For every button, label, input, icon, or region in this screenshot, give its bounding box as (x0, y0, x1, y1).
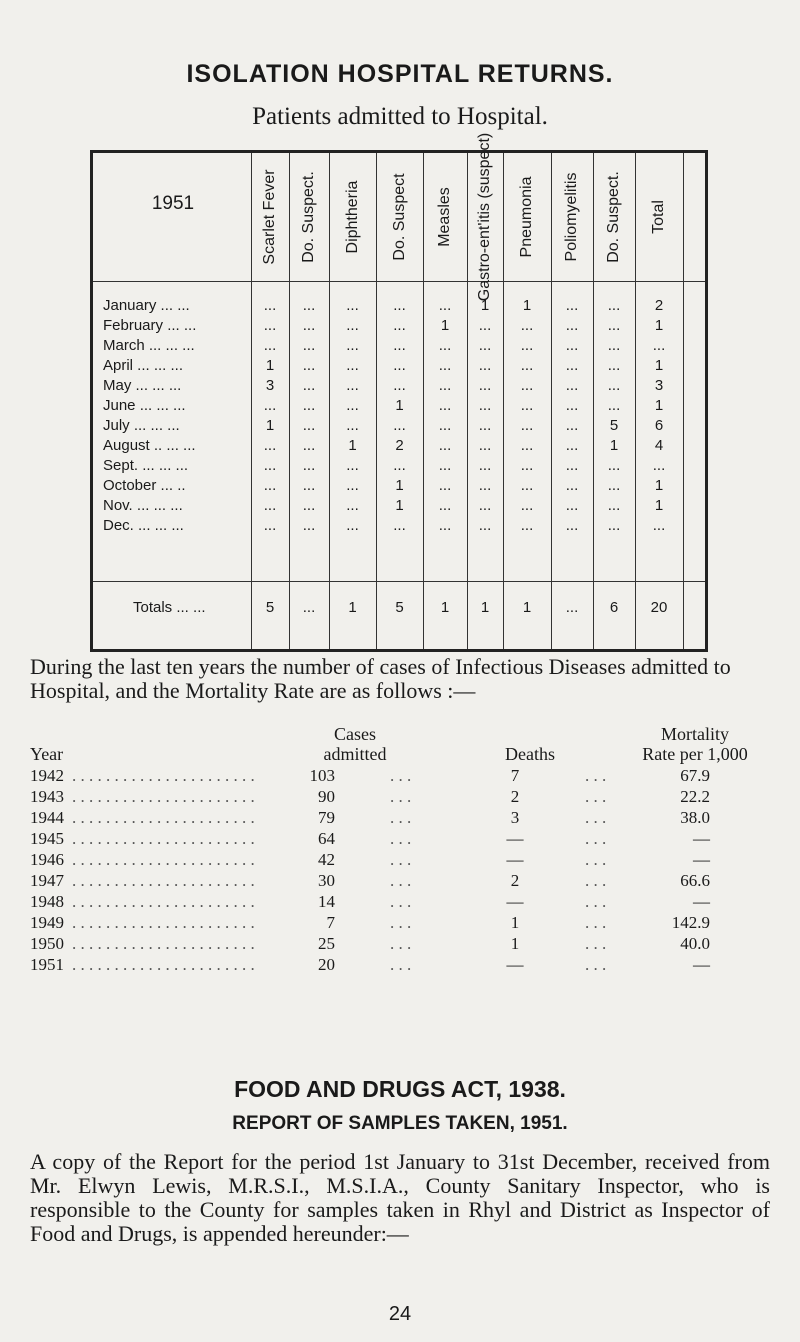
column-header-label: Measles (436, 187, 453, 247)
table-cell: 1 (654, 497, 664, 514)
rate-cell: 40.0 (680, 934, 710, 953)
leader-dots: . . . (585, 871, 607, 890)
table-cell: ... (565, 457, 579, 474)
table-cell: ... (607, 317, 621, 334)
table-cell: ... (393, 457, 406, 474)
table-cell: ... (607, 517, 621, 534)
month-label: February ... ... (103, 317, 197, 334)
table-cell: ... (565, 437, 579, 454)
mortality-row (30, 808, 770, 830)
column-header-label: Pneumonia (518, 176, 535, 258)
table-cell: ... (263, 437, 277, 454)
table-cell: ... (346, 397, 359, 414)
leader-dots: . . . . . . . . . . . . . . . . . . . . . . (72, 787, 255, 806)
table-cell: ... (346, 297, 359, 314)
year-cell: 1945 (30, 829, 64, 848)
totals-cell: 1 (522, 599, 532, 616)
table-cell: 1 (654, 357, 664, 374)
table-cell: 3 (265, 377, 275, 394)
leader-dots: . . . (390, 829, 412, 848)
leader-dots: . . . (585, 808, 607, 827)
mortality-row (30, 955, 770, 977)
leader-dots: . . . . . . . . . . . . . . . . . . . . . . (72, 850, 255, 869)
column-divider (683, 153, 684, 649)
table-cell: ... (346, 337, 359, 354)
column-header (560, 167, 584, 267)
deaths-cell: 2 (510, 871, 520, 890)
page-subtitle: Patients admitted to Hospital. (252, 103, 548, 130)
table-cell: ... (346, 417, 359, 434)
table-cell: ... (346, 317, 359, 334)
page-number: 24 (388, 1303, 412, 1325)
deaths-cell: 2 (510, 787, 520, 806)
table-cell: ... (438, 397, 452, 414)
year-cell: 1942 (30, 766, 64, 785)
leader-dots: . . . (585, 829, 607, 848)
deaths-cell: — (506, 955, 524, 974)
table-cell: ... (393, 417, 406, 434)
cases-cell: 90 (318, 787, 335, 806)
month-label: March ... ... ... (103, 337, 195, 354)
leader-dots: . . . (390, 871, 412, 890)
column-header-label: Do. Suspect. (300, 171, 317, 263)
table-cell: ... (302, 397, 316, 414)
totals-cell: 1 (480, 599, 490, 616)
cases-cell: 64 (318, 829, 335, 848)
year-cell: 1947 (30, 871, 64, 890)
mortality-row (30, 766, 770, 788)
table-cell: ... (263, 517, 277, 534)
table-cell: 1 (654, 397, 664, 414)
column-header-label: Poliomyelitis (563, 172, 580, 262)
table-cell: ... (346, 497, 359, 514)
table-cell: ... (302, 377, 316, 394)
leader-dots: . . . . . . . . . . . . . . . . . . . . . . (72, 871, 255, 890)
column-divider (376, 153, 377, 649)
mortality-row (30, 829, 770, 851)
table-cell: ... (565, 317, 579, 334)
column-divider (593, 153, 594, 649)
column-header-label: Do. Suspect. (605, 171, 622, 263)
table-cell: ... (302, 337, 316, 354)
table-cell: ... (607, 377, 621, 394)
page-title: ISOLATION HOSPITAL RETURNS. (186, 60, 614, 88)
leader-dots: . . . . . . . . . . . . . . . . . . . . . . (72, 892, 255, 911)
table-cell: ... (302, 297, 316, 314)
column-header (515, 167, 539, 267)
mortality-row (30, 871, 770, 893)
table-cell: ... (520, 477, 534, 494)
table-cell: 1 (265, 357, 275, 374)
table-cell: ... (652, 517, 666, 534)
cases-cell: 42 (318, 850, 335, 869)
leader-dots: . . . (585, 766, 607, 785)
table-cell: ... (438, 337, 452, 354)
table-cell: ... (520, 397, 534, 414)
table-cell: ... (520, 497, 534, 514)
table-cell: ... (520, 417, 534, 434)
column-header (258, 167, 282, 267)
table-cell: ... (393, 297, 406, 314)
leader-dots: . . . (585, 934, 607, 953)
table-cell: ... (438, 457, 452, 474)
table-cell: ... (263, 337, 277, 354)
report-title: REPORT OF SAMPLES TAKEN, 1951. (232, 1113, 568, 1134)
table-cell: ... (607, 337, 621, 354)
column-header (473, 132, 497, 302)
column-header-label: Diphtheria (343, 180, 361, 254)
month-label: July ... ... ... (103, 417, 180, 434)
mortality-row (30, 934, 770, 956)
leader-dots: . . . (390, 892, 412, 911)
month-label: May ... ... ... (103, 377, 182, 394)
month-label: January ... ... (103, 297, 190, 314)
totals-cell: 1 (440, 599, 450, 616)
month-label: Dec. ... ... ... (103, 517, 184, 534)
row-divider (93, 581, 705, 582)
table-cell: ... (478, 397, 492, 414)
table-cell: ... (438, 357, 452, 374)
table-cell: ... (263, 317, 277, 334)
table-cell: ... (607, 397, 621, 414)
table-cell: 1 (348, 437, 357, 454)
column-divider (329, 153, 330, 649)
column-header-label: Do. Suspect (390, 173, 408, 261)
cases-cell: 103 (309, 766, 335, 785)
column-header-label: Gastro-ent'itis (suspect) (476, 132, 493, 302)
leader-dots: . . . . . . . . . . . . . . . . . . . . . . (72, 955, 255, 974)
leader-dots: . . . (390, 850, 412, 869)
cases-cell: 25 (318, 934, 335, 953)
table-cell: ... (478, 497, 492, 514)
year-cell: 1946 (30, 850, 64, 869)
table-cell: ... (263, 497, 277, 514)
column-header (388, 167, 412, 267)
table-cell: 1 (522, 297, 532, 314)
table-cell: ... (393, 317, 406, 334)
table-cell: ... (520, 317, 534, 334)
year-cell: 1951 (30, 955, 64, 974)
leader-dots: . . . (390, 766, 412, 785)
leader-dots: . . . (585, 892, 607, 911)
table-cell: ... (263, 397, 277, 414)
table-cell: ... (346, 377, 359, 394)
table-cell: ... (478, 477, 492, 494)
column-header (602, 167, 626, 267)
table-cell: 1 (265, 417, 275, 434)
table-cell: ... (393, 337, 406, 354)
admissions-table (90, 132, 708, 652)
table-cell: 6 (654, 417, 664, 434)
rate-cell: — (693, 829, 710, 848)
year-cell: 1950 (30, 934, 64, 953)
table-cell: ... (520, 517, 534, 534)
header-year: Year (30, 744, 64, 764)
header-cases-line2: admitted (323, 744, 387, 764)
table-cell: ... (565, 497, 579, 514)
table-cell: ... (520, 457, 534, 474)
totals-cell: 5 (395, 599, 404, 616)
table-cell: ... (346, 517, 359, 534)
column-divider (467, 153, 468, 649)
month-label: October ... .. (103, 477, 186, 494)
totals-cell: 1 (348, 599, 357, 616)
deaths-cell: — (506, 892, 524, 911)
table-cell: 2 (395, 437, 404, 454)
table-cell: ... (607, 457, 621, 474)
leader-dots: . . . . . . . . . . . . . . . . . . . . . . (72, 913, 255, 932)
table-cell: 2 (654, 297, 664, 314)
leader-dots: . . . . . . . . . . . . . . . . . . . . . . (72, 808, 255, 827)
table-cell: ... (478, 517, 492, 534)
table-cell: ... (263, 477, 277, 494)
table-cell: 1 (654, 477, 664, 494)
totals-cell: 5 (265, 599, 275, 616)
cases-cell: 14 (318, 892, 335, 911)
leader-dots: . . . (390, 934, 412, 953)
table-cell: ... (478, 437, 492, 454)
rate-cell: 142.9 (671, 913, 710, 932)
month-label: June ... ... ... (103, 397, 186, 414)
table-cell: ... (393, 357, 406, 374)
column-divider (635, 153, 636, 649)
table-cell: ... (478, 337, 492, 354)
leader-dots: . . . . . . . . . . . . . . . . . . . . . . (72, 934, 255, 953)
table-cell: ... (302, 357, 316, 374)
table-cell: ... (346, 457, 359, 474)
totals-cell: ... (302, 599, 316, 616)
table-cell: 1 (395, 477, 404, 494)
column-divider (251, 153, 252, 649)
deaths-cell: — (506, 850, 524, 869)
table-cell: 1 (480, 297, 490, 314)
table-cell: ... (438, 437, 452, 454)
totals-cell: ... (565, 599, 579, 616)
table-cell: ... (565, 397, 579, 414)
column-divider (289, 153, 290, 649)
table-cell: ... (438, 417, 452, 434)
table-cell: ... (652, 457, 666, 474)
table-cell: ... (478, 417, 492, 434)
rate-cell: — (693, 850, 710, 869)
year-cell: 1949 (30, 913, 64, 932)
table-cell: ... (607, 357, 621, 374)
year-cell: 1948 (30, 892, 64, 911)
table-cell: ... (393, 517, 406, 534)
month-label: Sept. ... ... ... (103, 457, 189, 474)
month-label: April ... ... ... (103, 357, 184, 374)
table-cell: ... (565, 517, 579, 534)
deaths-cell: — (506, 829, 524, 848)
table-cell: ... (302, 417, 316, 434)
mortality-intro: During the last ten years the number of cases of Infectious Diseases admitted to Hospital, and the Mortality Rate are as follows :— (30, 654, 731, 703)
column-header (433, 167, 457, 267)
table-cell: 1 (395, 497, 404, 514)
column-header (341, 167, 365, 267)
rate-cell: 66.6 (680, 871, 710, 890)
table-cell: ... (565, 377, 579, 394)
table-cell: ... (520, 377, 534, 394)
leader-dots: . . . (585, 787, 607, 806)
column-divider (423, 153, 424, 649)
table-cell: ... (302, 497, 316, 514)
leader-dots: . . . (390, 913, 412, 932)
row-divider (93, 281, 705, 282)
header-deaths: Deaths (505, 744, 555, 764)
table-cell: ... (438, 477, 452, 494)
column-divider (503, 153, 504, 649)
rate-cell: 22.2 (680, 787, 710, 806)
totals-cell: 6 (609, 599, 619, 616)
table-cell: ... (393, 377, 406, 394)
table-cell: ... (520, 337, 534, 354)
table-cell: ... (565, 297, 579, 314)
table-cell: ... (478, 357, 492, 374)
month-label: Nov. ... ... ... (103, 497, 183, 514)
mortality-row (30, 892, 770, 914)
header-rate-line1: Mortality (661, 724, 729, 744)
table-year-label: 1951 (151, 193, 195, 214)
leader-dots: . . . (585, 850, 607, 869)
table-cell: ... (478, 457, 492, 474)
column-header (647, 167, 671, 267)
deaths-cell: 7 (510, 766, 520, 785)
food-drugs-title: FOOD AND DRUGS ACT, 1938. (234, 1076, 566, 1102)
table-cell: ... (302, 457, 316, 474)
leader-dots: . . . (585, 955, 607, 974)
cases-cell: 20 (318, 955, 335, 974)
cases-cell: 7 (326, 913, 335, 932)
column-divider (551, 153, 552, 649)
table-cell: ... (520, 357, 534, 374)
table-cell: ... (565, 337, 579, 354)
leader-dots: . . . (390, 808, 412, 827)
table-cell: ... (438, 297, 452, 314)
table-cell: ... (438, 517, 452, 534)
deaths-cell: 3 (510, 808, 520, 827)
table-cell: ... (263, 457, 277, 474)
deaths-cell: 1 (510, 913, 520, 932)
table-cell: ... (565, 477, 579, 494)
table-cell: 1 (609, 437, 619, 454)
year-cell: 1943 (30, 787, 64, 806)
table-cell: ... (346, 357, 359, 374)
month-label: August .. ... ... (103, 437, 196, 454)
leader-dots: . . . . . . . . . . . . . . . . . . . . . . (72, 829, 255, 848)
leader-dots: . . . (390, 955, 412, 974)
table-cell: ... (302, 517, 316, 534)
table-cell: 4 (654, 437, 664, 454)
table-cell: ... (520, 437, 534, 454)
rate-cell: — (693, 955, 710, 974)
column-header (297, 167, 321, 267)
column-header-label: Total (650, 200, 667, 234)
table-cell: 1 (395, 397, 404, 414)
mortality-row (30, 913, 770, 935)
table-cell: 1 (440, 317, 450, 334)
mortality-row (30, 850, 770, 872)
totals-label: Totals ... ... (133, 599, 206, 616)
table-cell: ... (302, 317, 316, 334)
year-cell: 1944 (30, 808, 64, 827)
table-cell: 5 (609, 417, 619, 434)
table-cell: ... (478, 317, 492, 334)
mortality-row (30, 787, 770, 809)
rate-cell: 38.0 (680, 808, 710, 827)
table-cell: 1 (654, 317, 664, 334)
header-cases-line1: Cases (334, 724, 376, 744)
header-rate-line2: Rate per 1,000 (642, 744, 748, 764)
column-header-label: Scarlet Fever (261, 169, 278, 265)
table-cell: ... (263, 297, 277, 314)
rate-cell: 67.9 (680, 766, 710, 785)
leader-dots: . . . . . . . . . . . . . . . . . . . . . . (72, 766, 255, 785)
table-cell: ... (438, 377, 452, 394)
table-cell: ... (607, 297, 621, 314)
table-cell: ... (438, 497, 452, 514)
table-cell: ... (302, 477, 316, 494)
rate-cell: — (693, 892, 710, 911)
report-paragraph: A copy of the Report for the period 1st January to 31st December, received from Mr. Elwyn Lewis, M.R.S.I., M.S.I.A., County Sanitary Inspector, who is responsible to the County for samples taken in Rhyl and District as Inspector of Food and Drugs, is appended hereunder:— (30, 1149, 770, 1246)
table-cell: 3 (654, 377, 664, 394)
table-cell: ... (607, 477, 621, 494)
deaths-cell: 1 (510, 934, 520, 953)
leader-dots: . . . (390, 787, 412, 806)
cases-cell: 79 (318, 808, 335, 827)
table-cell: ... (565, 417, 579, 434)
table-cell: ... (565, 357, 579, 374)
cases-cell: 30 (318, 871, 335, 890)
table-cell: ... (478, 377, 492, 394)
totals-cell: 20 (650, 599, 668, 616)
table-cell: ... (302, 437, 316, 454)
table-cell: ... (652, 337, 666, 354)
table-cell: ... (607, 497, 621, 514)
table-cell: ... (346, 477, 359, 494)
leader-dots: . . . (585, 913, 607, 932)
